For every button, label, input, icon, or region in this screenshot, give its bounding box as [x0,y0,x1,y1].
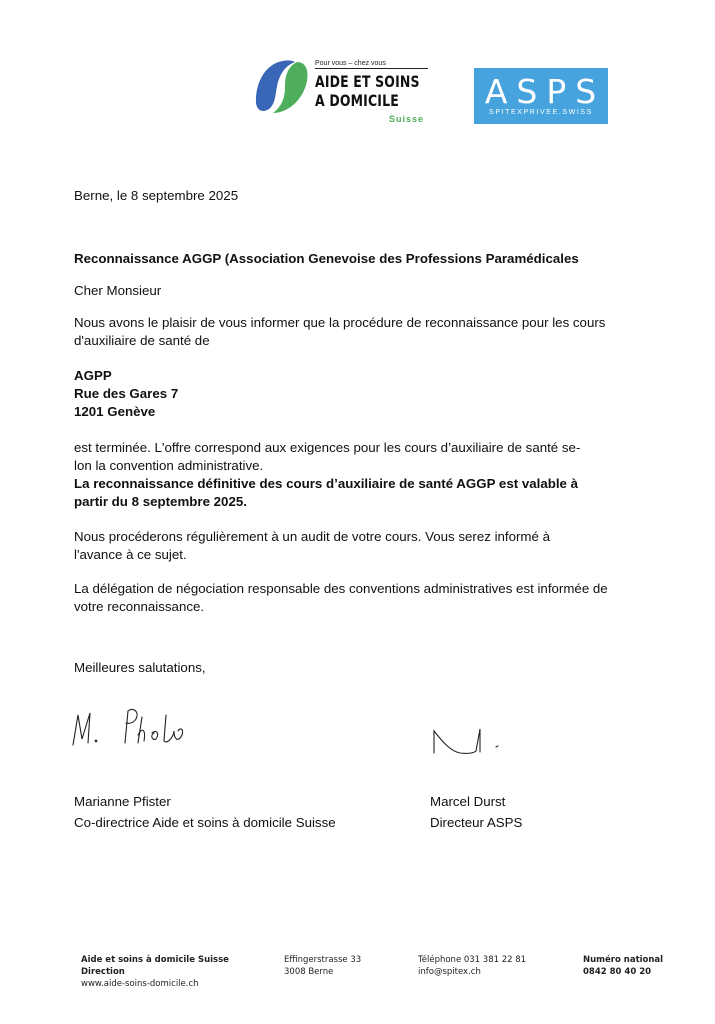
paragraph-line: La délégation de négociation responsable des conventions administratives est informée de [74,581,608,596]
paragraph-4 [74,580,608,616]
signatory-role: Co-directrice Aide et soins à domicile Suisse [74,815,336,830]
address-line: AGPP [74,368,112,383]
paragraph-3 [74,528,550,564]
signatory-role: Directeur ASPS [430,815,523,830]
signature-pfister [70,705,200,753]
paragraph-bold-line: partir du 8 septembre 2025. [74,494,247,509]
asd-tagline: Pour vous – chez vous [315,60,428,69]
asd-title [315,72,420,110]
signatory-name: Marcel Durst [430,794,506,809]
paragraph-line: lon la convention administrative. [74,458,264,473]
footer-national-value: 0842 80 40 20 [583,967,652,977]
signatory-name: Marianne Pfister [74,794,171,809]
asd-title-line1: AIDE ET SOINS [315,72,420,91]
paragraph-bold-line: La reconnaissance définitive des cours d’auxiliaire de santé AGGP est valable à [74,476,579,491]
address-line: 1201 Genève [74,404,156,419]
asps-subtitle: SPITEXPRIVEE.SWISS [489,109,593,116]
signatory-durst [430,793,522,832]
asps-logo [474,68,608,124]
footer-national-label: Numéro national [583,955,664,965]
footer-department: Direction [81,967,125,977]
footer-phone: Téléphone 031 381 22 81 [418,955,527,965]
letter-salutation: Cher Monsieur [74,283,162,298]
footer-website-link[interactable]: www.aide-soins-domicile.ch [81,979,199,989]
paragraph-line: est terminée. L'offre correspond aux exigences pour les cours d’auxiliaire de santé se- [74,440,581,455]
footer-organization [81,954,229,990]
paragraph-2 [74,439,580,511]
paragraph-1 [74,314,605,350]
footer-city: 3008 Berne [284,967,334,977]
paragraph-line: Nous avons le plaisir de vous informer que la procédure de reconnaissance pour les cours [74,315,606,330]
signatory-pfister [74,793,336,832]
paragraph-line: d'auxiliaire de santé de [74,333,210,348]
address-line: Rue des Gares 7 [74,386,179,401]
recipient-address [74,367,178,421]
asps-title: ASPS [484,72,606,111]
footer-email-link[interactable]: info@spitex.ch [418,967,481,977]
paragraph-line: Nous procéderons régulièrement à un audit de votre cours. Vous serez informé à [74,529,550,544]
aide-soins-domicile-logo [253,56,433,128]
letter-closing: Meilleures salutations, [74,660,206,675]
footer-org-name: Aide et soins à domicile Suisse [81,955,229,965]
footer-contact [418,954,526,978]
signature-durst [430,725,510,760]
asd-subtitle: Suisse [389,114,425,124]
asd-swoosh-icon [253,59,309,115]
footer-street: Effingerstrasse 33 [284,955,362,965]
footer-address [284,954,361,978]
asd-title-line2: A DOMICILE [315,91,399,110]
paragraph-line: l'avance à ce sujet. [74,547,187,562]
paragraph-line: votre reconnaissance. [74,599,205,614]
letter-date: Berne, le 8 septembre 2025 [74,188,239,203]
letter-subject: Reconnaissance AGGP (Association Genevoise des Professions Paramédicales [74,251,579,266]
footer-national-number [583,954,663,978]
